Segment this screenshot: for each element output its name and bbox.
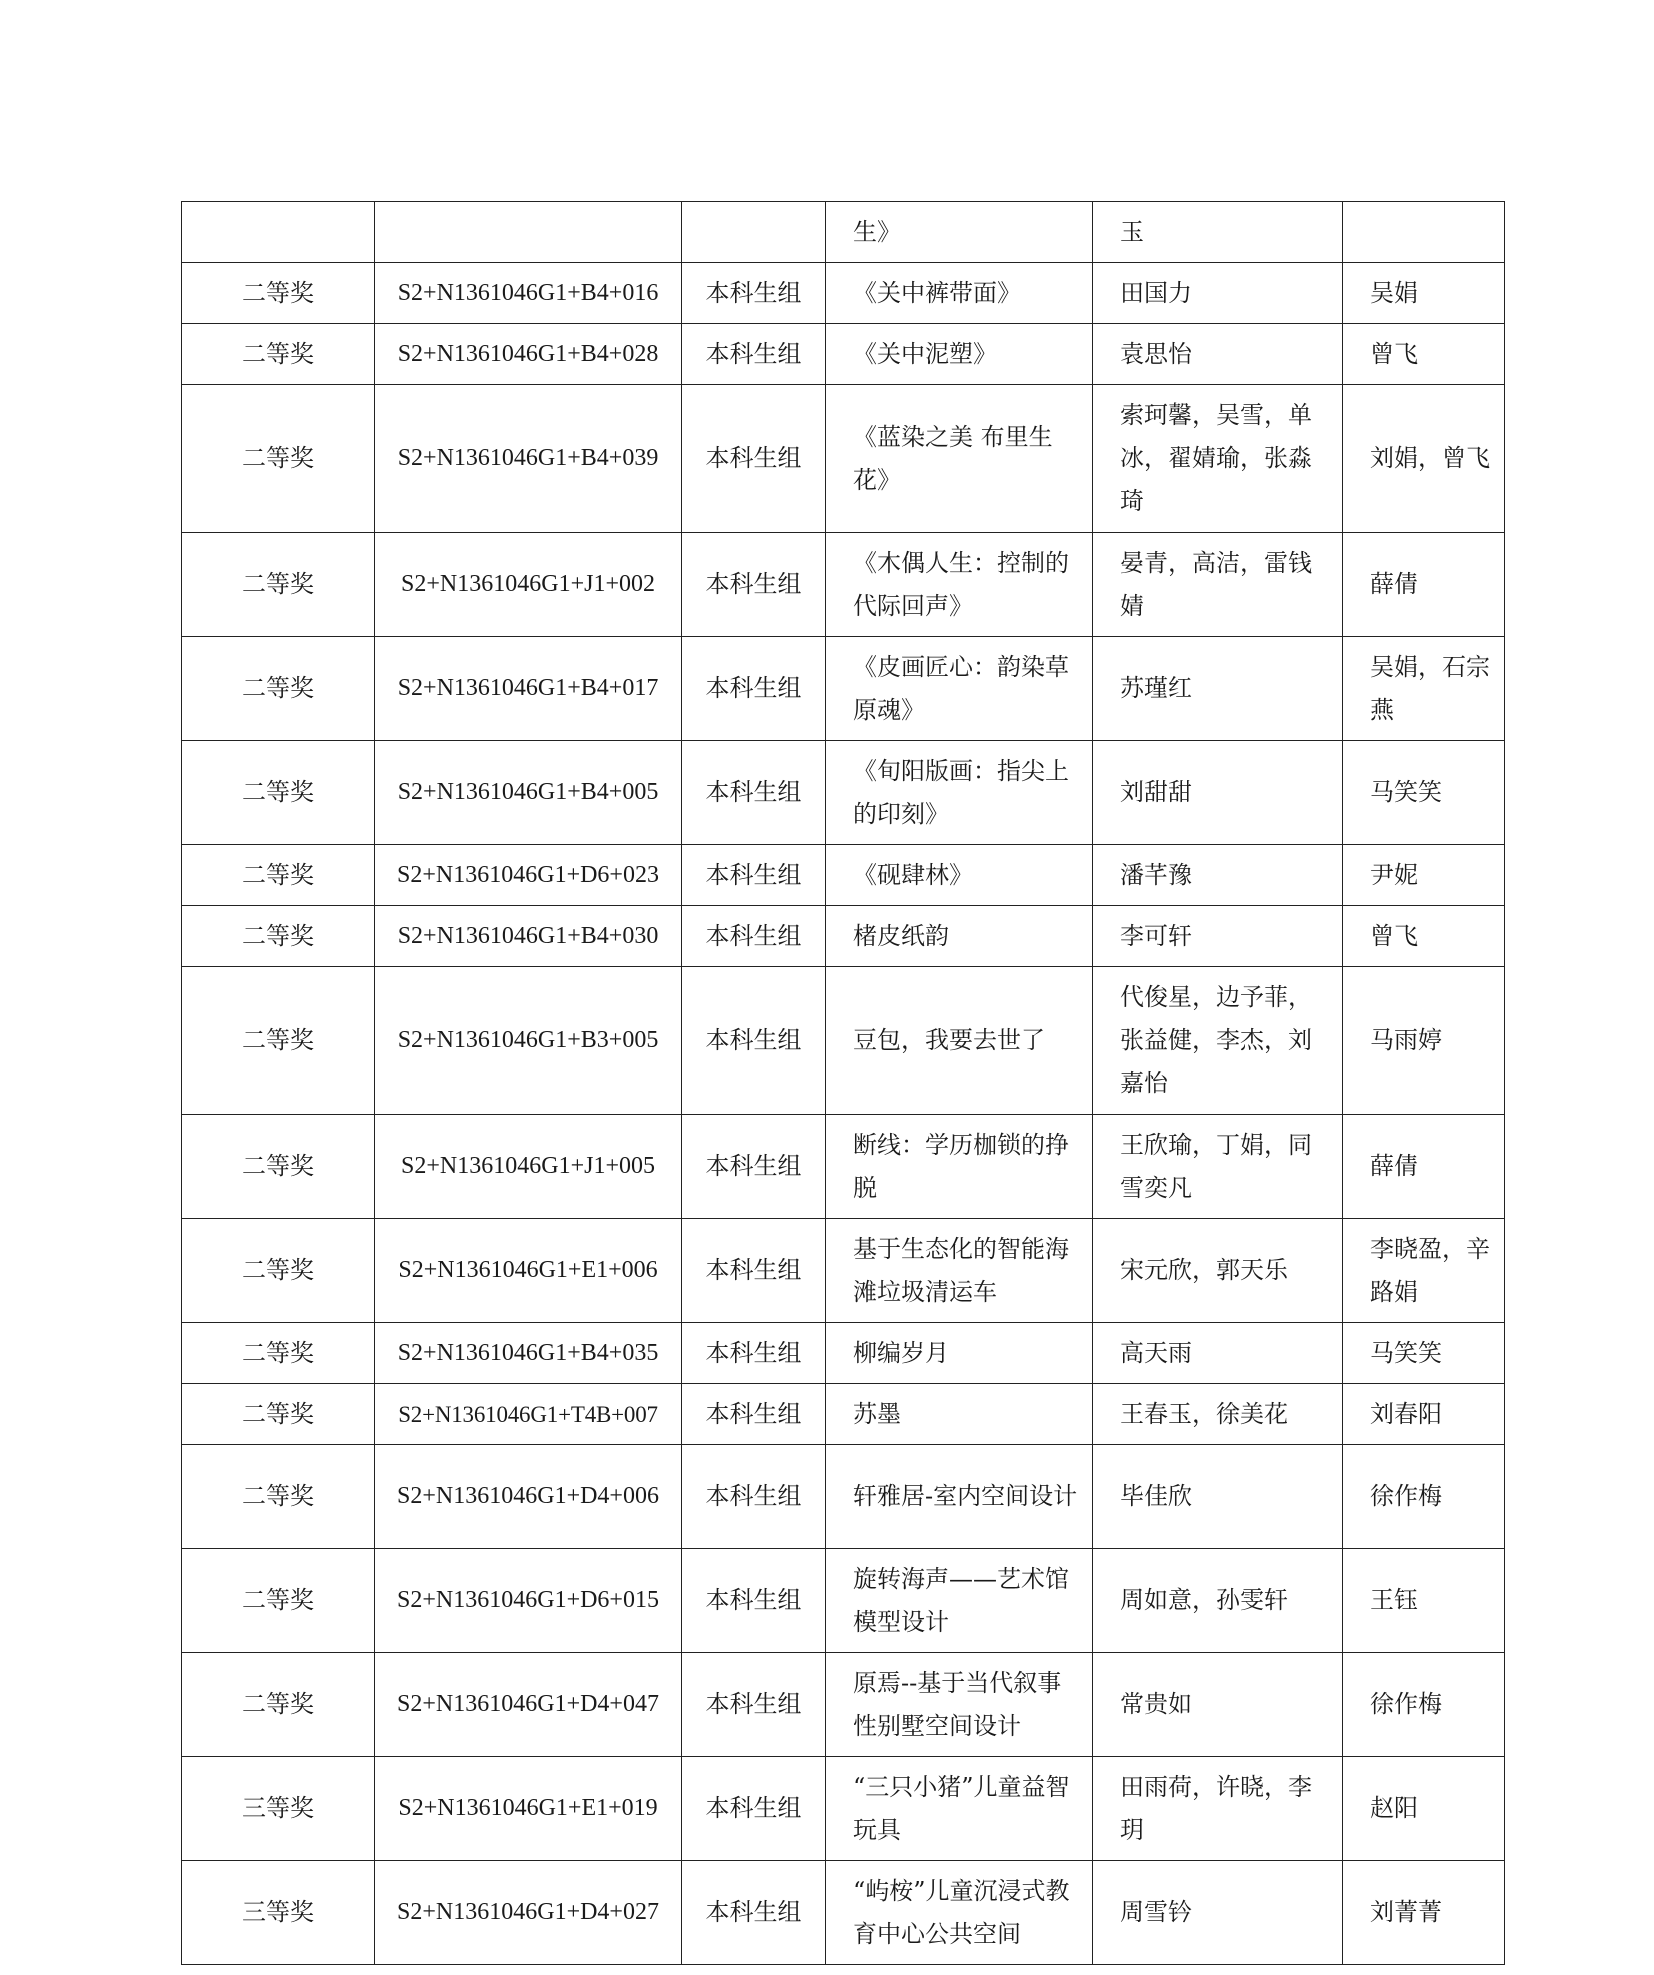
table-row: [182, 1115, 1505, 1219]
award-cell: 二等奖: [182, 1323, 375, 1384]
tutor-cell: 吴娟: [1343, 263, 1505, 324]
authors-cell: 刘甜甜: [1093, 741, 1343, 845]
group-cell: 本科生组: [682, 324, 826, 385]
award-cell: 二等奖: [182, 385, 375, 533]
code-cell: S2+N1361046G1+T4B+007: [375, 1384, 682, 1445]
group-cell: [682, 202, 826, 263]
work-cell: 苏墨: [826, 1384, 1093, 1445]
group-cell: 本科生组: [682, 967, 826, 1115]
award-cell: 二等奖: [182, 1549, 375, 1653]
table-row: [182, 1757, 1505, 1861]
tutor-cell: 马笑笑: [1343, 741, 1505, 845]
group-cell: 本科生组: [682, 533, 826, 637]
group-cell: 本科生组: [682, 1384, 826, 1445]
authors-cell: 周如意，孙雯轩: [1093, 1549, 1343, 1653]
work-cell: 旋转海声——艺术馆模型设计: [826, 1549, 1093, 1653]
authors-cell: 潘芊豫: [1093, 845, 1343, 906]
group-cell: 本科生组: [682, 1445, 826, 1549]
code-cell: S2+N1361046G1+B4+030: [375, 906, 682, 967]
authors-cell: 袁思怡: [1093, 324, 1343, 385]
work-cell: 基于生态化的智能海滩垃圾清运车: [826, 1219, 1093, 1323]
authors-cell: 周雪钤: [1093, 1861, 1343, 1965]
group-cell: 本科生组: [682, 1653, 826, 1757]
award-cell: 二等奖: [182, 906, 375, 967]
code-cell: S2+N1361046G1+B4+039: [375, 385, 682, 533]
group-cell: 本科生组: [682, 741, 826, 845]
table-row: [182, 1549, 1505, 1653]
group-cell: 本科生组: [682, 1323, 826, 1384]
table-row: [182, 1653, 1505, 1757]
table-row: [182, 1219, 1505, 1323]
award-cell: 二等奖: [182, 1653, 375, 1757]
award-cell: 二等奖: [182, 1115, 375, 1219]
code-cell: S2+N1361046G1+B4+016: [375, 263, 682, 324]
tutor-cell: 吴娟，石宗燕: [1343, 637, 1505, 741]
authors-cell: 王欣瑜，丁娟，同雪奕凡: [1093, 1115, 1343, 1219]
award-cell: 二等奖: [182, 637, 375, 741]
tutor-cell: 王钰: [1343, 1549, 1505, 1653]
tutor-cell: 刘娟，曾飞: [1343, 385, 1505, 533]
code-cell: S2+N1361046G1+B3+005: [375, 967, 682, 1115]
award-cell: 二等奖: [182, 741, 375, 845]
authors-cell: 玉: [1093, 202, 1343, 263]
code-cell: S2+N1361046G1+B4+028: [375, 324, 682, 385]
authors-cell: 晏青，高洁，雷钱婧: [1093, 533, 1343, 637]
code-cell: S2+N1361046G1+D6+015: [375, 1549, 682, 1653]
work-cell: “三只小猪”儿童益智玩具: [826, 1757, 1093, 1861]
tutor-cell: 徐作梅: [1343, 1445, 1505, 1549]
table-row: [182, 1445, 1505, 1549]
code-cell: S2+N1361046G1+B4+035: [375, 1323, 682, 1384]
award-cell: 三等奖: [182, 1861, 375, 1965]
tutor-cell: 赵阳: [1343, 1757, 1505, 1861]
tutor-cell: 尹妮: [1343, 845, 1505, 906]
group-cell: 本科生组: [682, 1757, 826, 1861]
group-cell: 本科生组: [682, 1219, 826, 1323]
authors-cell: 索珂馨，吴雪，单冰，翟婧瑜，张淼琦: [1093, 385, 1343, 533]
work-cell: 《旬阳版画：指尖上的印刻》: [826, 741, 1093, 845]
table-row: [182, 637, 1505, 741]
award-cell: 三等奖: [182, 1757, 375, 1861]
group-cell: 本科生组: [682, 385, 826, 533]
award-cell: 二等奖: [182, 1219, 375, 1323]
tutor-cell: [1343, 202, 1505, 263]
award-cell: 二等奖: [182, 1445, 375, 1549]
code-cell: S2+N1361046G1+D4+006: [375, 1445, 682, 1549]
authors-cell: 常贵如: [1093, 1653, 1343, 1757]
tutor-cell: 马雨婷: [1343, 967, 1505, 1115]
work-cell: 柳编岁月: [826, 1323, 1093, 1384]
table-row: [182, 1323, 1505, 1384]
award-cell: 二等奖: [182, 324, 375, 385]
table-row: [182, 1384, 1505, 1445]
table-row: [182, 741, 1505, 845]
authors-cell: 苏瑾红: [1093, 637, 1343, 741]
tutor-cell: 李晓盈，辛路娟: [1343, 1219, 1505, 1323]
table-row: [182, 202, 1505, 263]
code-cell: S2+N1361046G1+J1+005: [375, 1115, 682, 1219]
table-row: [182, 1861, 1505, 1965]
code-cell: S2+N1361046G1+E1+019: [375, 1757, 682, 1861]
code-cell: [375, 202, 682, 263]
authors-cell: 李可轩: [1093, 906, 1343, 967]
award-cell: 二等奖: [182, 967, 375, 1115]
award-cell: [182, 202, 375, 263]
tutor-cell: 曾飞: [1343, 324, 1505, 385]
award-cell: 二等奖: [182, 533, 375, 637]
group-cell: 本科生组: [682, 1115, 826, 1219]
work-cell: 豆包，我要去世了: [826, 967, 1093, 1115]
table-row: [182, 385, 1505, 533]
work-cell: 原焉--基于当代叙事性别墅空间设计: [826, 1653, 1093, 1757]
authors-cell: 代俊星，边予菲，张益健，李杰，刘嘉怡: [1093, 967, 1343, 1115]
award-cell: 二等奖: [182, 845, 375, 906]
work-cell: 断线：学历枷锁的挣脱: [826, 1115, 1093, 1219]
authors-cell: 王春玉，徐美花: [1093, 1384, 1343, 1445]
work-cell: 《关中泥塑》: [826, 324, 1093, 385]
work-cell: 《木偶人生：控制的代际回声》: [826, 533, 1093, 637]
tutor-cell: 曾飞: [1343, 906, 1505, 967]
tutor-cell: 徐作梅: [1343, 1653, 1505, 1757]
award-cell: 二等奖: [182, 263, 375, 324]
code-cell: S2+N1361046G1+J1+002: [375, 533, 682, 637]
code-cell: S2+N1361046G1+D4+027: [375, 1861, 682, 1965]
group-cell: 本科生组: [682, 1861, 826, 1965]
awards-table-body: [182, 202, 1505, 1965]
work-cell: 轩雅居-室内空间设计: [826, 1445, 1093, 1549]
authors-cell: 田雨荷，许晓，李玥: [1093, 1757, 1343, 1861]
group-cell: 本科生组: [682, 1549, 826, 1653]
group-cell: 本科生组: [682, 906, 826, 967]
table-row: [182, 533, 1505, 637]
table-row: [182, 324, 1505, 385]
tutor-cell: 薛倩: [1343, 533, 1505, 637]
work-cell: 《皮画匠心：韵染草原魂》: [826, 637, 1093, 741]
award-cell: 二等奖: [182, 1384, 375, 1445]
authors-cell: 宋元欣，郭天乐: [1093, 1219, 1343, 1323]
table-row: [182, 906, 1505, 967]
tutor-cell: 刘春阳: [1343, 1384, 1505, 1445]
code-cell: S2+N1361046G1+B4+017: [375, 637, 682, 741]
work-cell: 生》: [826, 202, 1093, 263]
code-cell: S2+N1361046G1+D6+023: [375, 845, 682, 906]
work-cell: 《砚肆林》: [826, 845, 1093, 906]
group-cell: 本科生组: [682, 637, 826, 741]
work-cell: 楮皮纸韵: [826, 906, 1093, 967]
tutor-cell: 马笑笑: [1343, 1323, 1505, 1384]
work-cell: “屿桉”儿童沉浸式教育中心公共空间: [826, 1861, 1093, 1965]
code-cell: S2+N1361046G1+D4+047: [375, 1653, 682, 1757]
table-row: [182, 967, 1505, 1115]
authors-cell: 高天雨: [1093, 1323, 1343, 1384]
tutor-cell: 薛倩: [1343, 1115, 1505, 1219]
work-cell: 《蓝染之美 布里生花》: [826, 385, 1093, 533]
work-cell: 《关中裤带面》: [826, 263, 1093, 324]
table-row: [182, 845, 1505, 906]
group-cell: 本科生组: [682, 845, 826, 906]
group-cell: 本科生组: [682, 263, 826, 324]
code-cell: S2+N1361046G1+E1+006: [375, 1219, 682, 1323]
awards-table: [181, 201, 1505, 1965]
authors-cell: 毕佳欣: [1093, 1445, 1343, 1549]
tutor-cell: 刘菁菁: [1343, 1861, 1505, 1965]
code-cell: S2+N1361046G1+B4+005: [375, 741, 682, 845]
table-row: [182, 263, 1505, 324]
authors-cell: 田国力: [1093, 263, 1343, 324]
